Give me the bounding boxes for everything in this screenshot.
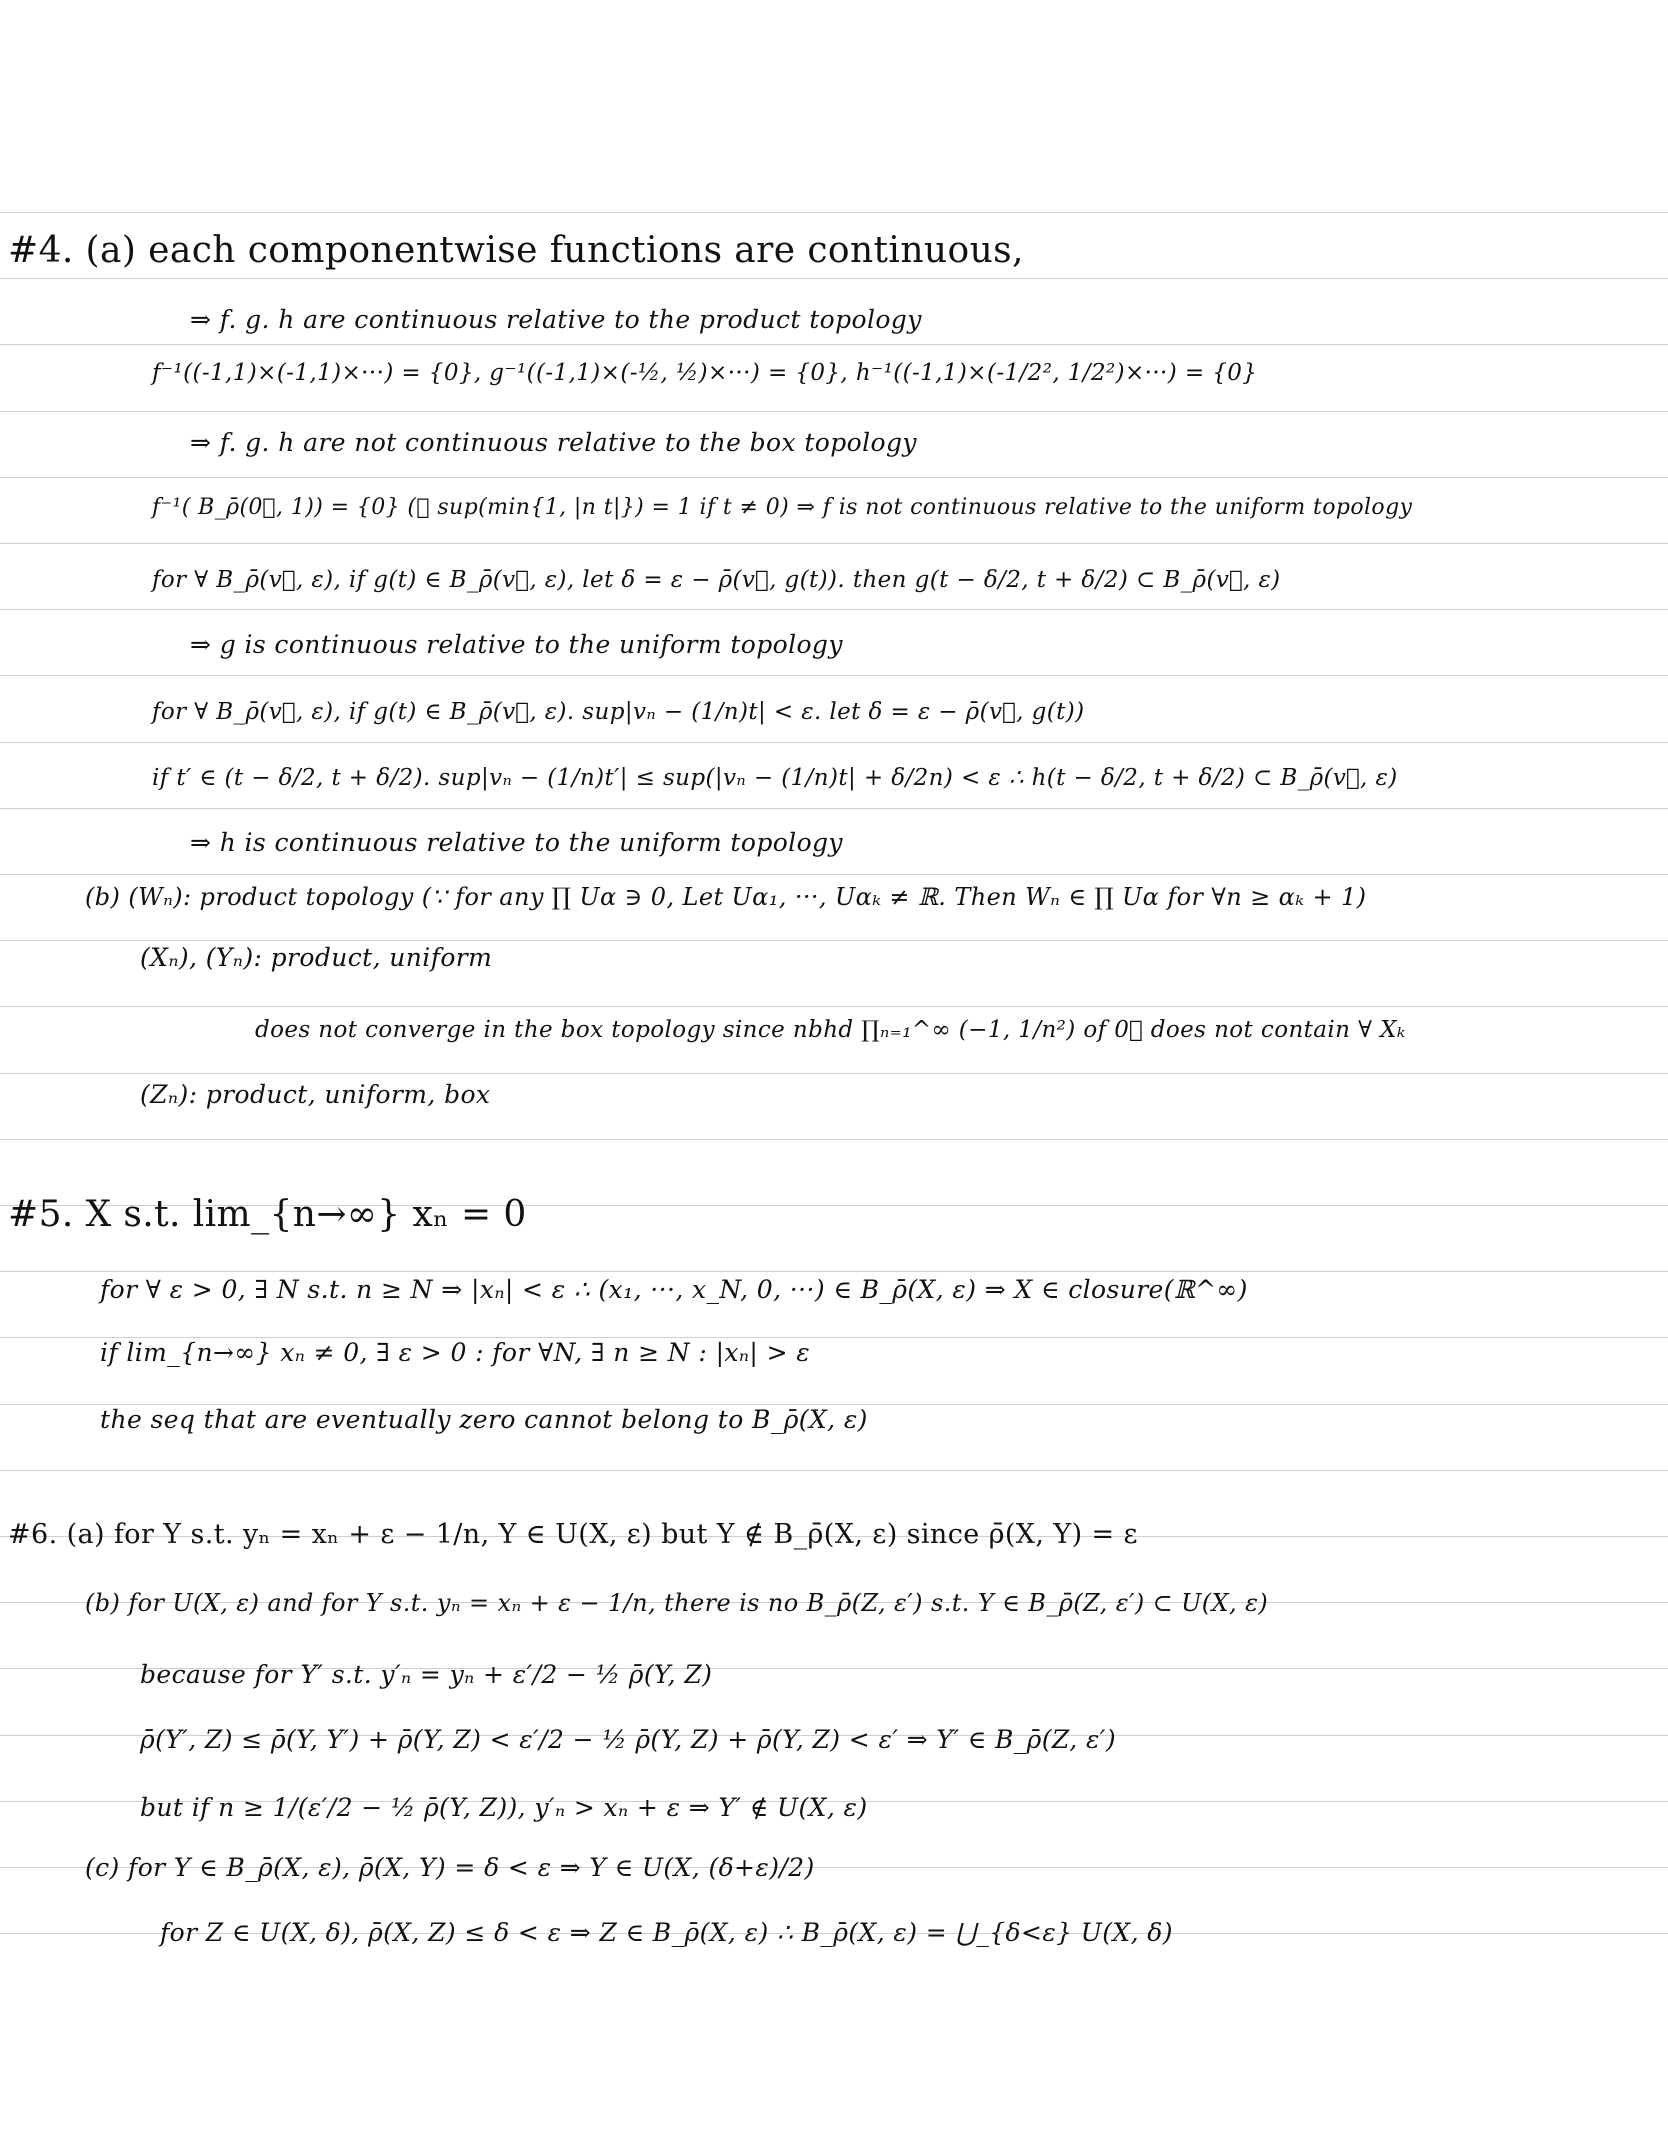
text-line-5-2: if lim_{n→∞} xₙ ≠ 0, ∃ ε > 0 : for ∀N, ∃ n ≥ N : |xₙ| > ε: [100, 1338, 811, 1367]
text-line-4a-9: ⇒ h is continuous relative to the uniform topology: [190, 828, 843, 857]
ruled-line: [0, 609, 1668, 610]
ruled-line: [0, 344, 1668, 345]
ruled-line: [0, 675, 1668, 676]
ruled-line: [0, 212, 1668, 213]
ruled-line: [0, 1006, 1668, 1007]
text-line-4a-4: f⁻¹( B_ρ̄(0⃗, 1)) = {0} (∵ sup(min{1, |n t|}) = 1 if t ≠ 0) ⇒ f is not continuous relative to the uniform topology: [152, 495, 1413, 520]
text-line-5-1: for ∀ ε > 0, ∃ N s.t. n ≥ N ⇒ |xₙ| < ε ∴ (x₁, ···, x_N, 0, ···) ∈ B_ρ̄(X, ε) ⇒ X ∈ closure(ℝ^∞): [100, 1275, 1248, 1304]
problem-5-heading: #5. X s.t. lim_{n→∞} xₙ = 0: [8, 1194, 527, 1235]
text-line-4b-2: (Xₙ), (Yₙ): product, uniform: [140, 943, 493, 972]
ruled-line: [0, 1073, 1668, 1074]
text-line-4a-2: f⁻¹((-1,1)×(-1,1)×···) = {0}, g⁻¹((-1,1)×(-½, ½)×···) = {0}, h⁻¹((-1,1)×(-1/2², 1/2²)×···) = {0}: [152, 360, 1258, 386]
ruled-line: [0, 1139, 1668, 1140]
ruled-line: [0, 874, 1668, 875]
text-line-5-3: the seq that are eventually zero cannot belong to B_ρ̄(X, ε): [100, 1405, 868, 1434]
text-line-6b-3: ρ̄(Y′, Z) ≤ ρ̄(Y, Y′) + ρ̄(Y, Z) < ε′/2 − ½ ρ̄(Y, Z) + ρ̄(Y, Z) < ε′ ⇒ Y′ ∈ B_ρ̄(Z, ε′): [140, 1725, 1117, 1754]
ruled-line: [0, 543, 1668, 544]
text-line-6c-2: for Z ∈ U(X, δ), ρ̄(X, Z) ≤ δ < ε ⇒ Z ∈ B_ρ̄(X, ε) ∴ B_ρ̄(X, ε) = ⋃_{δ<ε} U(X, δ): [160, 1918, 1173, 1947]
text-line-4a-6: ⇒ g is continuous relative to the uniform topology: [190, 630, 843, 659]
ruled-line: [0, 278, 1668, 279]
ruled-line: [0, 411, 1668, 412]
text-line-4a-7: for ∀ B_ρ̄(v⃗, ε), if g(t) ∈ B_ρ̄(v⃗, ε). sup|vₙ − (1/n)t| < ε. let δ = ε − ρ̄(v⃗, g(t)): [152, 699, 1085, 725]
problem-4-heading: #4. (a) each componentwise functions are continuous,: [8, 230, 1024, 271]
text-line-4a-1: ⇒ f. g. h are continuous relative to the product topology: [190, 305, 922, 334]
text-line-4a-8: if t′ ∈ (t − δ/2, t + δ/2). sup|vₙ − (1/n)t′| ≤ sup(|vₙ − (1/n)t| + δ/2n) < ε ∴ h(t − δ/2, t + δ/2) ⊂ B_ρ̄(v⃗, ε): [152, 765, 1398, 791]
text-line-4b-3: does not converge in the box topology since nbhd ∏ₙ₌₁^∞ (−1, 1/n²) of 0⃗ does not contain ∀ Xₖ: [255, 1017, 1406, 1043]
ruled-line: [0, 1271, 1668, 1272]
problem-6-heading: #6. (a) for Y s.t. yₙ = xₙ + ε − 1/n, Y ∈ U(X, ε) but Y ∉ B_ρ̄(X, ε) since ρ̄(X, Y) = ε: [8, 1519, 1138, 1550]
text-line-6b-4: but if n ≥ 1/(ε′/2 − ½ ρ̄(Y, Z)), y′ₙ > xₙ + ε ⇒ Y′ ∉ U(X, ε): [140, 1793, 868, 1822]
text-line-4b-4: (Zₙ): product, uniform, box: [140, 1080, 491, 1109]
text-line-6b-2: because for Y′ s.t. y′ₙ = yₙ + ε′/2 − ½ ρ̄(Y, Z): [140, 1660, 713, 1689]
text-line-6c-1: (c) for Y ∈ B_ρ̄(X, ε), ρ̄(X, Y) = δ < ε ⇒ Y ∈ U(X, (δ+ε)/2): [85, 1853, 815, 1882]
ruled-line: [0, 940, 1668, 941]
ruled-line: [0, 742, 1668, 743]
ruled-line: [0, 1470, 1668, 1471]
ruled-line: [0, 808, 1668, 809]
text-line-4a-3: ⇒ f. g. h are not continuous relative to the box topology: [190, 428, 917, 457]
ruled-line: [0, 477, 1668, 478]
text-line-6b-1: (b) for U(X, ε) and for Y s.t. yₙ = xₙ + ε − 1/n, there is no B_ρ̄(Z, ε′) s.t. Y ∈ B_ρ̄(Z, ε′) ⊂ U(X, ε): [85, 1589, 1269, 1617]
text-line-4a-5: for ∀ B_ρ̄(v⃗, ε), if g(t) ∈ B_ρ̄(v⃗, ε), let δ = ε − ρ̄(v⃗, g(t)). then g(t − δ/2, t + δ/2) ⊂ B_ρ̄(v⃗, ε): [152, 567, 1281, 593]
text-line-4b-1: (b) (Wₙ): product topology (∵ for any ∏ Uα ∋ 0, Let Uα₁, ···, Uαₖ ≠ ℝ. Then Wₙ ∈ ∏ Uα for ∀n ≥ αₖ + 1): [85, 883, 1367, 911]
